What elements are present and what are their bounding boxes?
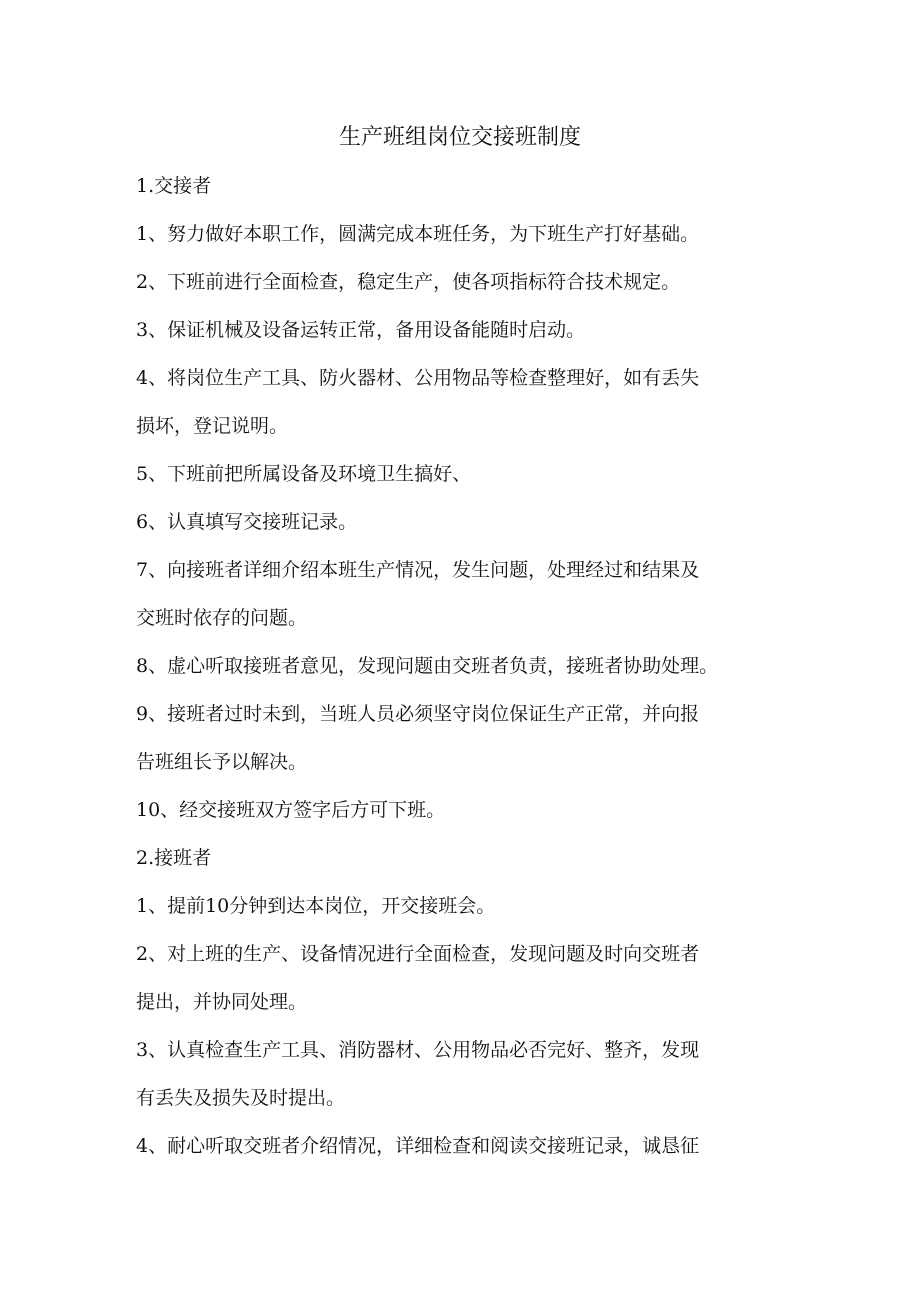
document-body bbox=[136, 162, 796, 1170]
body-line: 1.交接者 bbox=[136, 175, 212, 197]
body-line: 10、经交接班双方签字后方可下班。 bbox=[136, 799, 446, 821]
body-line: 1、努力做好本职工作，圆满完成本班任务，为下班生产打好基础。 bbox=[136, 223, 700, 245]
body-line: 损坏，登记说明。 bbox=[136, 415, 289, 437]
body-line: 2、对上班的生产、设备情况进行全面检查，发现问题及时向交班者 bbox=[136, 943, 700, 965]
body-line: 5、下班前把所属设备及环境卫生搞好、 bbox=[136, 463, 472, 485]
body-line: 9、接班者过时未到，当班人员必须坚守岗位保证生产正常，并向报 bbox=[136, 703, 700, 725]
document-title: 生产班组岗位交接班制度 bbox=[338, 125, 581, 150]
body-line: 4、耐心听取交班者介绍情况，详细检查和阅读交接班记录，诚恳征 bbox=[136, 1135, 700, 1157]
body-line: 交班时依存的问题。 bbox=[136, 607, 308, 629]
body-line: 2.接班者 bbox=[136, 847, 212, 869]
body-line: 4、将岗位生产工具、防火器材、公用物品等检查整理好，如有丢失 bbox=[136, 367, 700, 389]
body-line: 提出，并协同处理。 bbox=[136, 991, 308, 1013]
body-line: 告班组长予以解决。 bbox=[136, 751, 308, 773]
body-line: 3、保证机械及设备运转正常，备用设备能随时启动。 bbox=[136, 319, 586, 341]
body-line: 有丢失及损失及时提出。 bbox=[136, 1087, 346, 1109]
body-line: 8、虚心听取接班者意见，发现问题由交班者负责，接班者协助处理。 bbox=[136, 655, 719, 677]
body-line: 1、提前10分钟到达本岗位，开交接班会。 bbox=[136, 895, 496, 917]
body-line: 3、认真检查生产工具、消防器材、公用物品必否完好、整齐，发现 bbox=[136, 1039, 700, 1061]
body-line: 7、向接班者详细介绍本班生产情况，发生问题，处理经过和结果及 bbox=[136, 559, 700, 581]
body-line: 6、认真填写交接班记录。 bbox=[136, 511, 358, 533]
body-line: 2、下班前进行全面检查，稳定生产，使各项指标符合技术规定。 bbox=[136, 271, 681, 293]
